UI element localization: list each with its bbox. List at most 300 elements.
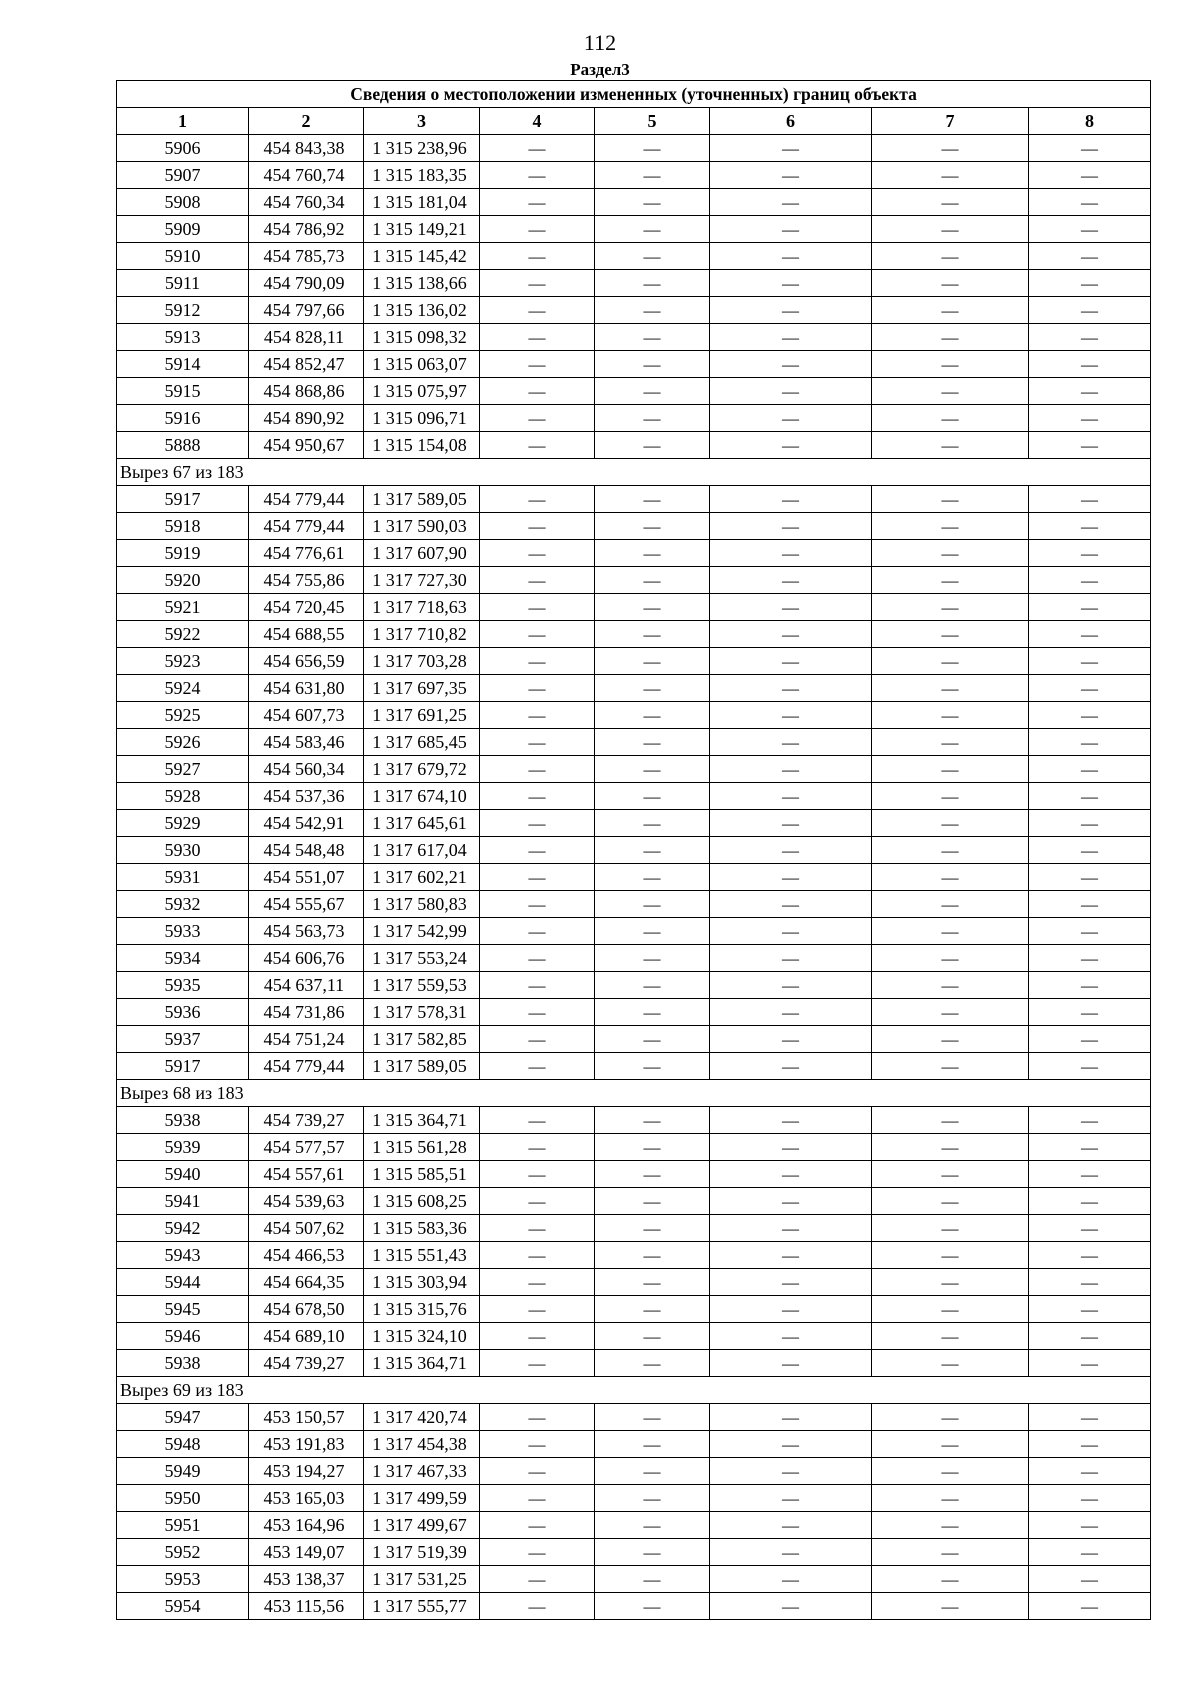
empty-value-dash: —: [872, 729, 1029, 756]
empty-value-dash: —: [595, 405, 710, 432]
table-row: [117, 999, 1151, 1026]
table-row: [117, 1404, 1151, 1431]
empty-value-dash: —: [595, 378, 710, 405]
empty-value-dash: —: [710, 972, 872, 999]
empty-value-dash: —: [480, 1242, 595, 1269]
point-number-cell: 5927: [117, 756, 249, 783]
table-row: [117, 486, 1151, 513]
empty-value-dash: —: [480, 783, 595, 810]
empty-value-dash: —: [872, 486, 1029, 513]
table-body: [117, 135, 1151, 1620]
y-coordinate-cell: 1 317 674,10: [364, 783, 480, 810]
point-number-cell: 5944: [117, 1269, 249, 1296]
y-coordinate-cell: 1 315 098,32: [364, 324, 480, 351]
x-coordinate-cell: 454 555,67: [249, 891, 364, 918]
empty-value-dash: —: [1029, 945, 1151, 972]
x-coordinate-cell: 454 790,09: [249, 270, 364, 297]
table-row: [117, 918, 1151, 945]
table-row: [117, 729, 1151, 756]
empty-value-dash: —: [872, 1161, 1029, 1188]
empty-value-dash: —: [872, 1269, 1029, 1296]
x-coordinate-cell: 453 191,83: [249, 1431, 364, 1458]
y-coordinate-cell: 1 317 454,38: [364, 1431, 480, 1458]
empty-value-dash: —: [710, 351, 872, 378]
y-coordinate-cell: 1 317 499,67: [364, 1512, 480, 1539]
empty-value-dash: —: [710, 1350, 872, 1377]
table-row: [117, 243, 1151, 270]
empty-value-dash: —: [872, 432, 1029, 459]
empty-value-dash: —: [595, 189, 710, 216]
empty-value-dash: —: [872, 621, 1029, 648]
y-coordinate-cell: 1 315 324,10: [364, 1323, 480, 1350]
point-number-cell: 5907: [117, 162, 249, 189]
x-coordinate-cell: 454 776,61: [249, 540, 364, 567]
x-coordinate-cell: 454 760,34: [249, 189, 364, 216]
empty-value-dash: —: [480, 621, 595, 648]
empty-value-dash: —: [595, 621, 710, 648]
empty-value-dash: —: [710, 216, 872, 243]
column-number: 6: [710, 108, 872, 135]
empty-value-dash: —: [595, 702, 710, 729]
column-number: 1: [117, 108, 249, 135]
empty-value-dash: —: [480, 378, 595, 405]
table-row: [117, 540, 1151, 567]
empty-value-dash: —: [710, 810, 872, 837]
table-row: [117, 1134, 1151, 1161]
empty-value-dash: —: [595, 945, 710, 972]
empty-value-dash: —: [595, 513, 710, 540]
empty-value-dash: —: [710, 540, 872, 567]
point-number-cell: 5950: [117, 1485, 249, 1512]
empty-value-dash: —: [595, 1539, 710, 1566]
empty-value-dash: —: [480, 1107, 595, 1134]
y-coordinate-cell: 1 317 559,53: [364, 972, 480, 999]
empty-value-dash: —: [710, 702, 872, 729]
x-coordinate-cell: 454 577,57: [249, 1134, 364, 1161]
x-coordinate-cell: 454 779,44: [249, 1053, 364, 1080]
empty-value-dash: —: [1029, 351, 1151, 378]
table-row: [117, 1161, 1151, 1188]
y-coordinate-cell: 1 317 718,63: [364, 594, 480, 621]
table-row: [117, 864, 1151, 891]
y-coordinate-cell: 1 317 499,59: [364, 1485, 480, 1512]
x-coordinate-cell: 454 637,11: [249, 972, 364, 999]
empty-value-dash: —: [872, 405, 1029, 432]
x-coordinate-cell: 454 631,80: [249, 675, 364, 702]
cutout-group-row: [117, 459, 1151, 486]
cutout-group-label: Вырез 69 из 183: [117, 1377, 1151, 1404]
empty-value-dash: —: [872, 1485, 1029, 1512]
y-coordinate-cell: 1 315 138,66: [364, 270, 480, 297]
empty-value-dash: —: [595, 999, 710, 1026]
empty-value-dash: —: [872, 351, 1029, 378]
empty-value-dash: —: [1029, 1269, 1151, 1296]
table-row: [117, 783, 1151, 810]
empty-value-dash: —: [595, 1566, 710, 1593]
empty-value-dash: —: [480, 594, 595, 621]
empty-value-dash: —: [710, 1323, 872, 1350]
empty-value-dash: —: [710, 135, 872, 162]
empty-value-dash: —: [710, 1026, 872, 1053]
table-row: [117, 162, 1151, 189]
empty-value-dash: —: [1029, 1539, 1151, 1566]
empty-value-dash: —: [1029, 1296, 1151, 1323]
point-number-cell: 5951: [117, 1512, 249, 1539]
table-row: [117, 1458, 1151, 1485]
empty-value-dash: —: [710, 1107, 872, 1134]
empty-value-dash: —: [1029, 1458, 1151, 1485]
empty-value-dash: —: [480, 891, 595, 918]
empty-value-dash: —: [710, 918, 872, 945]
empty-value-dash: —: [1029, 621, 1151, 648]
point-number-cell: 5945: [117, 1296, 249, 1323]
table-row: [117, 1539, 1151, 1566]
empty-value-dash: —: [595, 1107, 710, 1134]
empty-value-dash: —: [595, 567, 710, 594]
point-number-cell: 5921: [117, 594, 249, 621]
x-coordinate-cell: 454 560,34: [249, 756, 364, 783]
empty-value-dash: —: [595, 243, 710, 270]
empty-value-dash: —: [710, 729, 872, 756]
empty-value-dash: —: [595, 972, 710, 999]
x-coordinate-cell: 454 539,63: [249, 1188, 364, 1215]
y-coordinate-cell: 1 317 617,04: [364, 837, 480, 864]
point-number-cell: 5938: [117, 1350, 249, 1377]
empty-value-dash: —: [480, 540, 595, 567]
empty-value-dash: —: [872, 1107, 1029, 1134]
x-coordinate-cell: 454 843,38: [249, 135, 364, 162]
point-number-cell: 5953: [117, 1566, 249, 1593]
point-number-cell: 5954: [117, 1593, 249, 1620]
empty-value-dash: —: [872, 999, 1029, 1026]
table-row: [117, 1296, 1151, 1323]
x-coordinate-cell: 454 688,55: [249, 621, 364, 648]
empty-value-dash: —: [1029, 1485, 1151, 1512]
y-coordinate-cell: 1 317 645,61: [364, 810, 480, 837]
empty-value-dash: —: [1029, 1026, 1151, 1053]
empty-value-dash: —: [595, 756, 710, 783]
empty-value-dash: —: [1029, 1431, 1151, 1458]
table-row: [117, 837, 1151, 864]
table-row: [117, 1350, 1151, 1377]
empty-value-dash: —: [595, 1215, 710, 1242]
point-number-cell: 5918: [117, 513, 249, 540]
x-coordinate-cell: 454 551,07: [249, 864, 364, 891]
empty-value-dash: —: [595, 1431, 710, 1458]
column-number-row: [117, 108, 1151, 135]
x-coordinate-cell: 454 678,50: [249, 1296, 364, 1323]
empty-value-dash: —: [1029, 297, 1151, 324]
x-coordinate-cell: 454 466,53: [249, 1242, 364, 1269]
point-number-cell: 5941: [117, 1188, 249, 1215]
empty-value-dash: —: [595, 324, 710, 351]
column-number: 8: [1029, 108, 1151, 135]
x-coordinate-cell: 454 656,59: [249, 648, 364, 675]
table-row: [117, 1242, 1151, 1269]
x-coordinate-cell: 454 786,92: [249, 216, 364, 243]
empty-value-dash: —: [480, 1431, 595, 1458]
y-coordinate-cell: 1 315 303,94: [364, 1269, 480, 1296]
empty-value-dash: —: [480, 405, 595, 432]
point-number-cell: 5915: [117, 378, 249, 405]
empty-value-dash: —: [480, 1296, 595, 1323]
empty-value-dash: —: [1029, 1512, 1151, 1539]
table-row: [117, 756, 1151, 783]
point-number-cell: 5908: [117, 189, 249, 216]
x-coordinate-cell: 454 852,47: [249, 351, 364, 378]
table-row: [117, 675, 1151, 702]
x-coordinate-cell: 454 779,44: [249, 513, 364, 540]
y-coordinate-cell: 1 317 578,31: [364, 999, 480, 1026]
y-coordinate-cell: 1 315 238,96: [364, 135, 480, 162]
empty-value-dash: —: [1029, 432, 1151, 459]
y-coordinate-cell: 1 317 519,39: [364, 1539, 480, 1566]
empty-value-dash: —: [1029, 1134, 1151, 1161]
empty-value-dash: —: [872, 864, 1029, 891]
empty-value-dash: —: [480, 567, 595, 594]
table-row: [117, 1188, 1151, 1215]
point-number-cell: 5906: [117, 135, 249, 162]
y-coordinate-cell: 1 315 608,25: [364, 1188, 480, 1215]
x-coordinate-cell: 454 950,67: [249, 432, 364, 459]
empty-value-dash: —: [480, 162, 595, 189]
empty-value-dash: —: [1029, 972, 1151, 999]
empty-value-dash: —: [710, 621, 872, 648]
empty-value-dash: —: [480, 1323, 595, 1350]
empty-value-dash: —: [710, 1512, 872, 1539]
empty-value-dash: —: [480, 756, 595, 783]
table-row: [117, 378, 1151, 405]
empty-value-dash: —: [595, 594, 710, 621]
empty-value-dash: —: [872, 945, 1029, 972]
empty-value-dash: —: [1029, 162, 1151, 189]
y-coordinate-cell: 1 317 697,35: [364, 675, 480, 702]
empty-value-dash: —: [595, 216, 710, 243]
empty-value-dash: —: [1029, 864, 1151, 891]
y-coordinate-cell: 1 317 555,77: [364, 1593, 480, 1620]
empty-value-dash: —: [595, 1053, 710, 1080]
empty-value-dash: —: [872, 216, 1029, 243]
x-coordinate-cell: 453 164,96: [249, 1512, 364, 1539]
table-row: [117, 648, 1151, 675]
table-row: [117, 216, 1151, 243]
y-coordinate-cell: 1 315 181,04: [364, 189, 480, 216]
point-number-cell: 5942: [117, 1215, 249, 1242]
empty-value-dash: —: [710, 756, 872, 783]
x-coordinate-cell: 454 890,92: [249, 405, 364, 432]
table-row: [117, 1323, 1151, 1350]
empty-value-dash: —: [480, 702, 595, 729]
x-coordinate-cell: 454 548,48: [249, 837, 364, 864]
y-coordinate-cell: 1 317 467,33: [364, 1458, 480, 1485]
x-coordinate-cell: 453 194,27: [249, 1458, 364, 1485]
empty-value-dash: —: [1029, 1161, 1151, 1188]
empty-value-dash: —: [595, 729, 710, 756]
empty-value-dash: —: [710, 783, 872, 810]
point-number-cell: 5947: [117, 1404, 249, 1431]
empty-value-dash: —: [1029, 1242, 1151, 1269]
cutout-group-row: [117, 1377, 1151, 1404]
boundary-coordinates-table: [116, 80, 1151, 1620]
y-coordinate-cell: 1 315 145,42: [364, 243, 480, 270]
table-row: [117, 810, 1151, 837]
empty-value-dash: —: [872, 135, 1029, 162]
empty-value-dash: —: [872, 675, 1029, 702]
empty-value-dash: —: [872, 1404, 1029, 1431]
x-coordinate-cell: 454 779,44: [249, 486, 364, 513]
table-row: [117, 324, 1151, 351]
empty-value-dash: —: [480, 1593, 595, 1620]
table-row: [117, 1593, 1151, 1620]
empty-value-dash: —: [710, 945, 872, 972]
empty-value-dash: —: [710, 189, 872, 216]
empty-value-dash: —: [1029, 1107, 1151, 1134]
table-row: [117, 1107, 1151, 1134]
empty-value-dash: —: [872, 189, 1029, 216]
empty-value-dash: —: [872, 1323, 1029, 1350]
point-number-cell: 5920: [117, 567, 249, 594]
empty-value-dash: —: [1029, 216, 1151, 243]
empty-value-dash: —: [480, 513, 595, 540]
empty-value-dash: —: [480, 1458, 595, 1485]
empty-value-dash: —: [710, 1161, 872, 1188]
empty-value-dash: —: [710, 162, 872, 189]
empty-value-dash: —: [872, 540, 1029, 567]
empty-value-dash: —: [872, 513, 1029, 540]
empty-value-dash: —: [480, 864, 595, 891]
x-coordinate-cell: 453 115,56: [249, 1593, 364, 1620]
empty-value-dash: —: [480, 216, 595, 243]
cutout-group-row: [117, 1080, 1151, 1107]
empty-value-dash: —: [710, 837, 872, 864]
y-coordinate-cell: 1 315 075,97: [364, 378, 480, 405]
empty-value-dash: —: [872, 1512, 1029, 1539]
table-row: [117, 432, 1151, 459]
empty-value-dash: —: [710, 486, 872, 513]
point-number-cell: 5888: [117, 432, 249, 459]
empty-value-dash: —: [595, 1512, 710, 1539]
empty-value-dash: —: [872, 810, 1029, 837]
empty-value-dash: —: [595, 1134, 710, 1161]
point-number-cell: 5916: [117, 405, 249, 432]
empty-value-dash: —: [1029, 1323, 1151, 1350]
y-coordinate-cell: 1 315 136,02: [364, 297, 480, 324]
empty-value-dash: —: [1029, 1053, 1151, 1080]
empty-value-dash: —: [595, 810, 710, 837]
empty-value-dash: —: [710, 594, 872, 621]
empty-value-dash: —: [1029, 837, 1151, 864]
empty-value-dash: —: [872, 783, 1029, 810]
x-coordinate-cell: 454 689,10: [249, 1323, 364, 1350]
x-coordinate-cell: 454 507,62: [249, 1215, 364, 1242]
empty-value-dash: —: [595, 270, 710, 297]
empty-value-dash: —: [1029, 1404, 1151, 1431]
point-number-cell: 5922: [117, 621, 249, 648]
empty-value-dash: —: [872, 891, 1029, 918]
point-number-cell: 5930: [117, 837, 249, 864]
y-coordinate-cell: 1 315 583,36: [364, 1215, 480, 1242]
empty-value-dash: —: [595, 1593, 710, 1620]
empty-value-dash: —: [480, 351, 595, 378]
point-number-cell: 5909: [117, 216, 249, 243]
empty-value-dash: —: [710, 270, 872, 297]
empty-value-dash: —: [595, 1269, 710, 1296]
empty-value-dash: —: [872, 648, 1029, 675]
empty-value-dash: —: [872, 594, 1029, 621]
empty-value-dash: —: [710, 1296, 872, 1323]
empty-value-dash: —: [595, 1242, 710, 1269]
x-coordinate-cell: 454 739,27: [249, 1107, 364, 1134]
empty-value-dash: —: [1029, 513, 1151, 540]
empty-value-dash: —: [480, 270, 595, 297]
table-row: [117, 972, 1151, 999]
empty-value-dash: —: [1029, 675, 1151, 702]
table-row: [117, 1485, 1151, 1512]
empty-value-dash: —: [480, 1269, 595, 1296]
empty-value-dash: —: [480, 1485, 595, 1512]
y-coordinate-cell: 1 317 703,28: [364, 648, 480, 675]
empty-value-dash: —: [480, 135, 595, 162]
y-coordinate-cell: 1 317 727,30: [364, 567, 480, 594]
point-number-cell: 5939: [117, 1134, 249, 1161]
point-number-cell: 5929: [117, 810, 249, 837]
empty-value-dash: —: [710, 378, 872, 405]
empty-value-dash: —: [1029, 486, 1151, 513]
point-number-cell: 5933: [117, 918, 249, 945]
empty-value-dash: —: [872, 1053, 1029, 1080]
y-coordinate-cell: 1 317 582,85: [364, 1026, 480, 1053]
empty-value-dash: —: [872, 756, 1029, 783]
empty-value-dash: —: [1029, 135, 1151, 162]
y-coordinate-cell: 1 317 420,74: [364, 1404, 480, 1431]
point-number-cell: 5952: [117, 1539, 249, 1566]
empty-value-dash: —: [480, 972, 595, 999]
y-coordinate-cell: 1 317 589,05: [364, 1053, 480, 1080]
cutout-group-label: Вырез 67 из 183: [117, 459, 1151, 486]
point-number-cell: 5940: [117, 1161, 249, 1188]
point-number-cell: 5914: [117, 351, 249, 378]
empty-value-dash: —: [1029, 783, 1151, 810]
empty-value-dash: —: [1029, 324, 1151, 351]
x-coordinate-cell: 454 664,35: [249, 1269, 364, 1296]
x-coordinate-cell: 454 785,73: [249, 243, 364, 270]
empty-value-dash: —: [710, 1539, 872, 1566]
empty-value-dash: —: [710, 243, 872, 270]
table-row: [117, 513, 1151, 540]
empty-value-dash: —: [872, 1593, 1029, 1620]
empty-value-dash: —: [480, 486, 595, 513]
y-coordinate-cell: 1 315 364,71: [364, 1107, 480, 1134]
table-row: [117, 405, 1151, 432]
x-coordinate-cell: 454 607,73: [249, 702, 364, 729]
point-number-cell: 5935: [117, 972, 249, 999]
empty-value-dash: —: [1029, 1215, 1151, 1242]
empty-value-dash: —: [1029, 756, 1151, 783]
x-coordinate-cell: 454 606,76: [249, 945, 364, 972]
table-row: [117, 945, 1151, 972]
y-coordinate-cell: 1 317 679,72: [364, 756, 480, 783]
x-coordinate-cell: 454 720,45: [249, 594, 364, 621]
table-row: [117, 1026, 1151, 1053]
table-row: [117, 567, 1151, 594]
empty-value-dash: —: [480, 1350, 595, 1377]
empty-value-dash: —: [595, 1458, 710, 1485]
empty-value-dash: —: [872, 1188, 1029, 1215]
empty-value-dash: —: [595, 540, 710, 567]
empty-value-dash: —: [710, 405, 872, 432]
point-number-cell: 5932: [117, 891, 249, 918]
empty-value-dash: —: [710, 1458, 872, 1485]
